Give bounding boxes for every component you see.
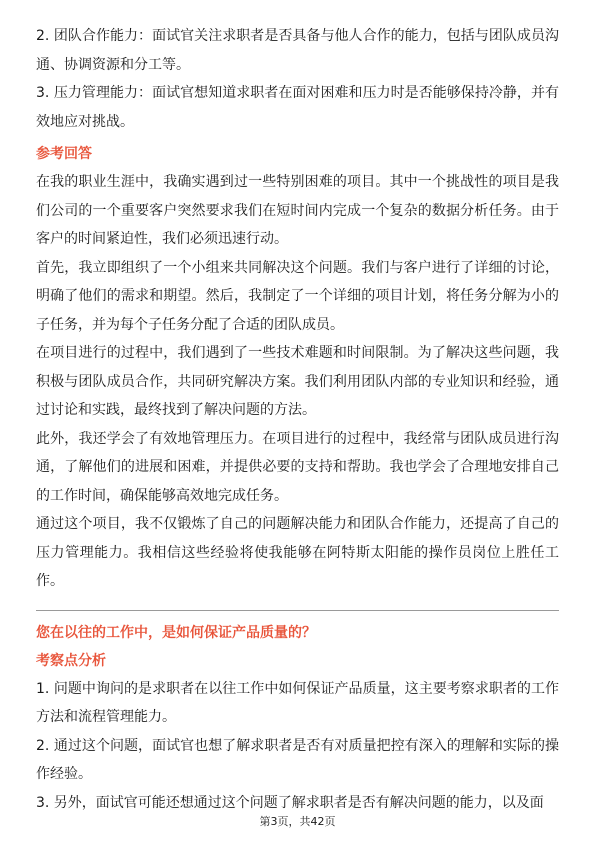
answer-paragraph: 在我的职业生涯中，我确实遇到过一些特别困难的项目。其中一个挑战性的项目是我们公司的一个重要客户突然要求我们在短时间内完成一个复杂的数据分析任务。由于客户的时间紧迫性，我们必须迅速行动。	[36, 174, 559, 247]
question-title: 您在以往的工作中，是如何保证产品质量的？	[36, 624, 316, 641]
answer-paragraph: 在项目进行的过程中，我们遇到了一些技术难题和时间限制。为了解决这些问题，我积极与团队成员合作，共同研究解决方案。我们利用团队内部的专业知识和经验，通过讨论和实践，最终找到了解决问题的方法。	[36, 345, 559, 418]
top-item-3: 3. 压力管理能力：面试官想知道求职者在面对困难和压力时是否能够保持冷静，并有效地应对挑战。	[36, 85, 559, 130]
answer-paragraph: 通过这个项目，我不仅锻炼了自己的问题解决能力和团队合作能力，还提高了自己的压力管理能力。我相信这些经验将使我能够在阿特斯太阳能的操作员岗位上胜任工作。	[36, 516, 559, 589]
document-page	[36, 22, 559, 817]
analysis-item-2: 2. 通过这个问题，面试官也想了解求职者是否有对质量把控有深入的理解和实际的操作经验。	[36, 737, 559, 782]
answer-paragraph: 首先，我立即组织了一个小组来共同解决这个问题。我们与客户进行了详细的讨论，明确了他们的需求和期望。然后，我制定了一个详细的项目计划，将任务分解为小的子任务，并为每个子任务分配了合适的团队成员。	[36, 259, 559, 333]
section-divider	[36, 610, 559, 611]
page-number: 第3页，共42页	[259, 815, 336, 828]
analysis-item-3: 3. 另外，面试官可能还想通过这个问题了解求职者是否有解决问题的能力，以及面	[36, 794, 544, 811]
answer-paragraph: 此外，我还学会了有效地管理压力。在项目进行的过程中，我经常与团队成员进行沟通，了解他们的进展和困难，并提供必要的支持和帮助。我也学会了合理地安排自己的工作时间，确保能够高效地完成任务。	[36, 430, 559, 504]
analysis-heading: 考察点分析	[36, 652, 106, 669]
analysis-item-1: 1. 问题中询问的是求职者在以往工作中如何保证产品质量，这主要考察求职者的工作方法和流程管理能力。	[36, 680, 559, 725]
top-item-2: 2. 团队合作能力：面试官关注求职者是否具备与他人合作的能力，包括与团队成员沟通、协调资源和分工等。	[36, 28, 559, 73]
answer-heading: 参考回答	[36, 146, 92, 162]
